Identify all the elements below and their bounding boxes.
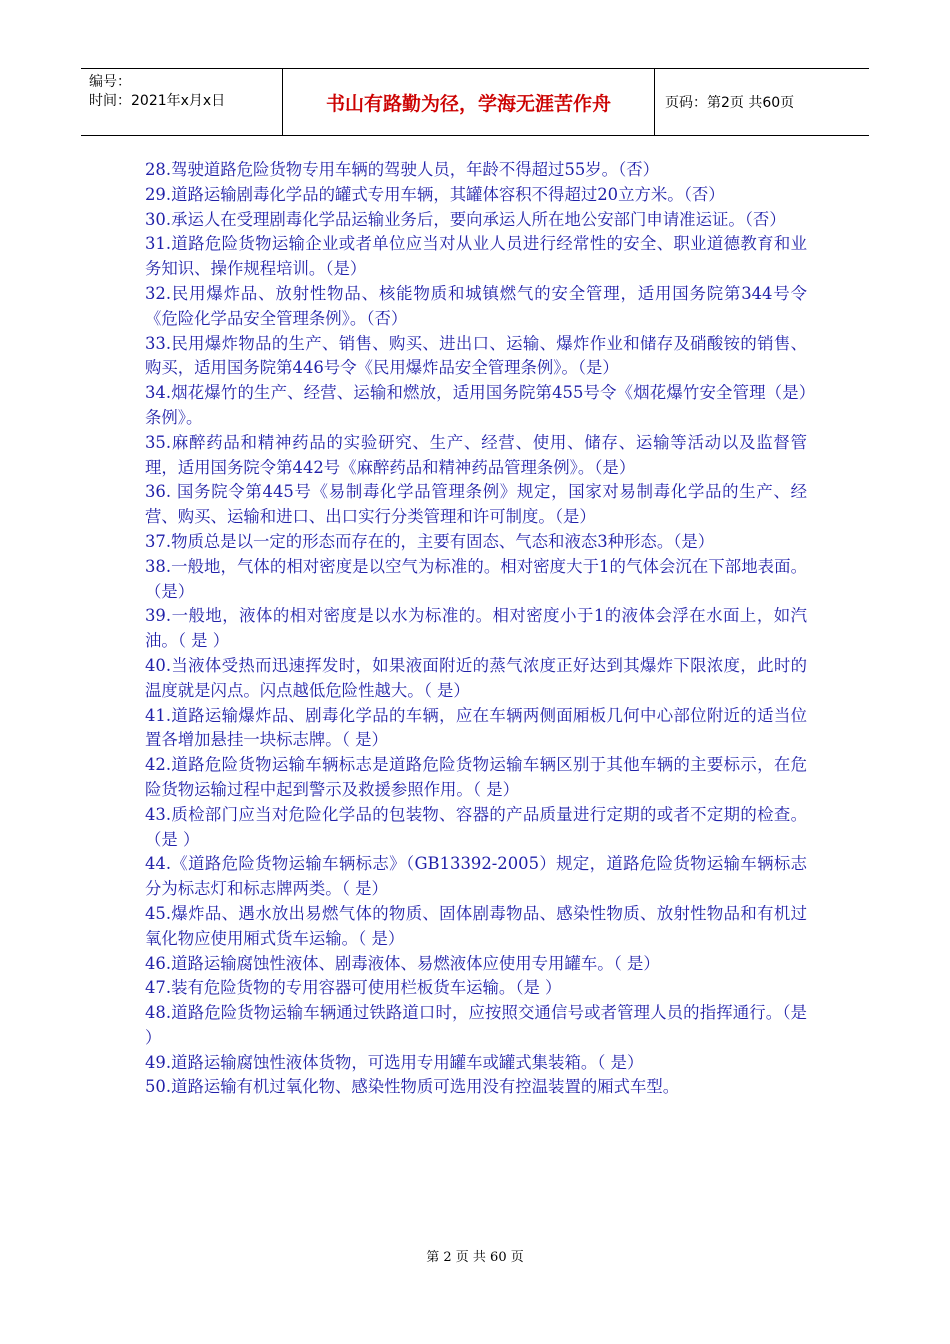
question-item: 34.烟花爆竹的生产、经营、运输和燃放，适用国务院第455号令《烟花爆竹安全管理（是）条例》。 xyxy=(145,383,807,427)
document-number-label: 编号： xyxy=(89,74,131,90)
question-item: 31.道路危险货物运输企业或者单位应当对从业人员进行经常性的安全、职业道德教育和业务知识、操作规程培训。（是） xyxy=(145,234,807,279)
question-item: 50.道路运输有机过氧化物、感染性物质可选用没有控温装置的厢式车型。 xyxy=(145,1077,680,1097)
question-item: 35.麻醉药品和精神药品的实验研究、生产、经营、使用、储存、运输等活动以及监督管理，适用国务院令第442号《麻醉药品和精神药品管理条例》。（是） xyxy=(145,432,807,477)
document-date: 时间：2021年x月x日 xyxy=(89,93,226,109)
question-item: 41.道路运输爆炸品、剧毒化学品的车辆，应在车辆两侧面厢板几何中心部位附近的适当位置各增加悬挂一块标志牌。（ 是） xyxy=(145,705,807,750)
question-item: 44.《道路危险货物运输车辆标志》（GB13392-2005）规定，道路危险货物运输车辆标志分为标志灯和标志牌两类。（ 是） xyxy=(145,854,807,899)
question-item: 47.装有危险货物的专用容器可使用栏板货车运输。（是 ） xyxy=(145,978,562,998)
question-item: 32.民用爆炸品、放射性物品、核能物质和城镇燃气的安全管理，适用国务院第344号令《危险化学品安全管理条例》。（否） xyxy=(145,283,807,328)
question-item: 43.质检部门应当对危险化学品的包装物、容器的产品质量进行定期的或者不定期的检查。（是 ） xyxy=(145,804,807,849)
question-item: 33.民用爆炸物品的生产、销售、购买、进出口、运输、爆炸作业和储存及硝酸铵的销售、购买，适用国务院第446号令《民用爆炸品安全管理条例》。（是） xyxy=(145,333,807,378)
question-item: 38.一般地，气体的相对密度是以空气为标准的。相对密度大于1的气体会沉在下部地表面。（是） xyxy=(145,556,807,601)
question-item: 39.一般地，液体的相对密度是以水为标准的。相对密度小于1的液体会浮在水面上，如汽油。（ 是 ） xyxy=(145,606,807,651)
question-item: 46.道路运输腐蚀性液体、剧毒液体、易燃液体应使用专用罐车。（ 是） xyxy=(145,953,660,973)
question-item: 37.物质总是以一定的形态而存在的，主要有固态、气态和液态3种形态。（是） xyxy=(145,531,715,551)
question-item: 49.道路运输腐蚀性液体货物，可选用专用罐车或罐式集装箱。（ 是） xyxy=(145,1052,644,1072)
question-list xyxy=(145,158,807,1100)
question-item: 36. 国务院令第445号《易制毒化学品管理条例》规定，国家对易制毒化学品的生产、经营、购买、运输和进口、出口实行分类管理和许可制度。（是） xyxy=(145,482,807,527)
question-item: 30.承运人在受理剧毒化学品运输业务后，要向承运人所在地公安部门申请准运证。（否） xyxy=(145,209,786,229)
question-item: 48.道路危险货物运输车辆通过铁路道口时，应按照交通信号或者管理人员的指挥通行。（是 ） xyxy=(145,1003,807,1047)
page-header xyxy=(81,68,869,136)
question-item: 40.当液体受热而迅速挥发时，如果液面附近的蒸气浓度正好达到其爆炸下限浓度，此时的温度就是闪点。闪点越低危险性越大。（ 是） xyxy=(145,655,807,700)
page-footer: 第 2 页 共 60 页 xyxy=(426,1250,524,1265)
question-item: 45.爆炸品、遇水放出易燃气体的物质、固体剧毒物品、感染性物质、放射性物品和有机过氧化物应使用厢式货车运输。（ 是） xyxy=(145,903,807,948)
question-item: 28.驾驶道路危险货物专用车辆的驾驶人员，年龄不得超过55岁。（否） xyxy=(145,160,660,179)
header-page-info: 页码：第2页 共60页 xyxy=(665,95,795,111)
header-motto: 书山有路勤为径，学海无涯苦作舟 xyxy=(283,69,655,135)
header-meta xyxy=(81,69,283,135)
question-item: 29.道路运输剧毒化学品的罐式专用车辆，其罐体容积不得超过20立方米。（否） xyxy=(145,184,725,204)
question-item: 42.道路危险货物运输车辆标志是道路危险货物运输车辆区别于其他车辆的主要标示，在危险货物运输过程中起到警示及救援参照作用。（ 是） xyxy=(145,755,807,799)
